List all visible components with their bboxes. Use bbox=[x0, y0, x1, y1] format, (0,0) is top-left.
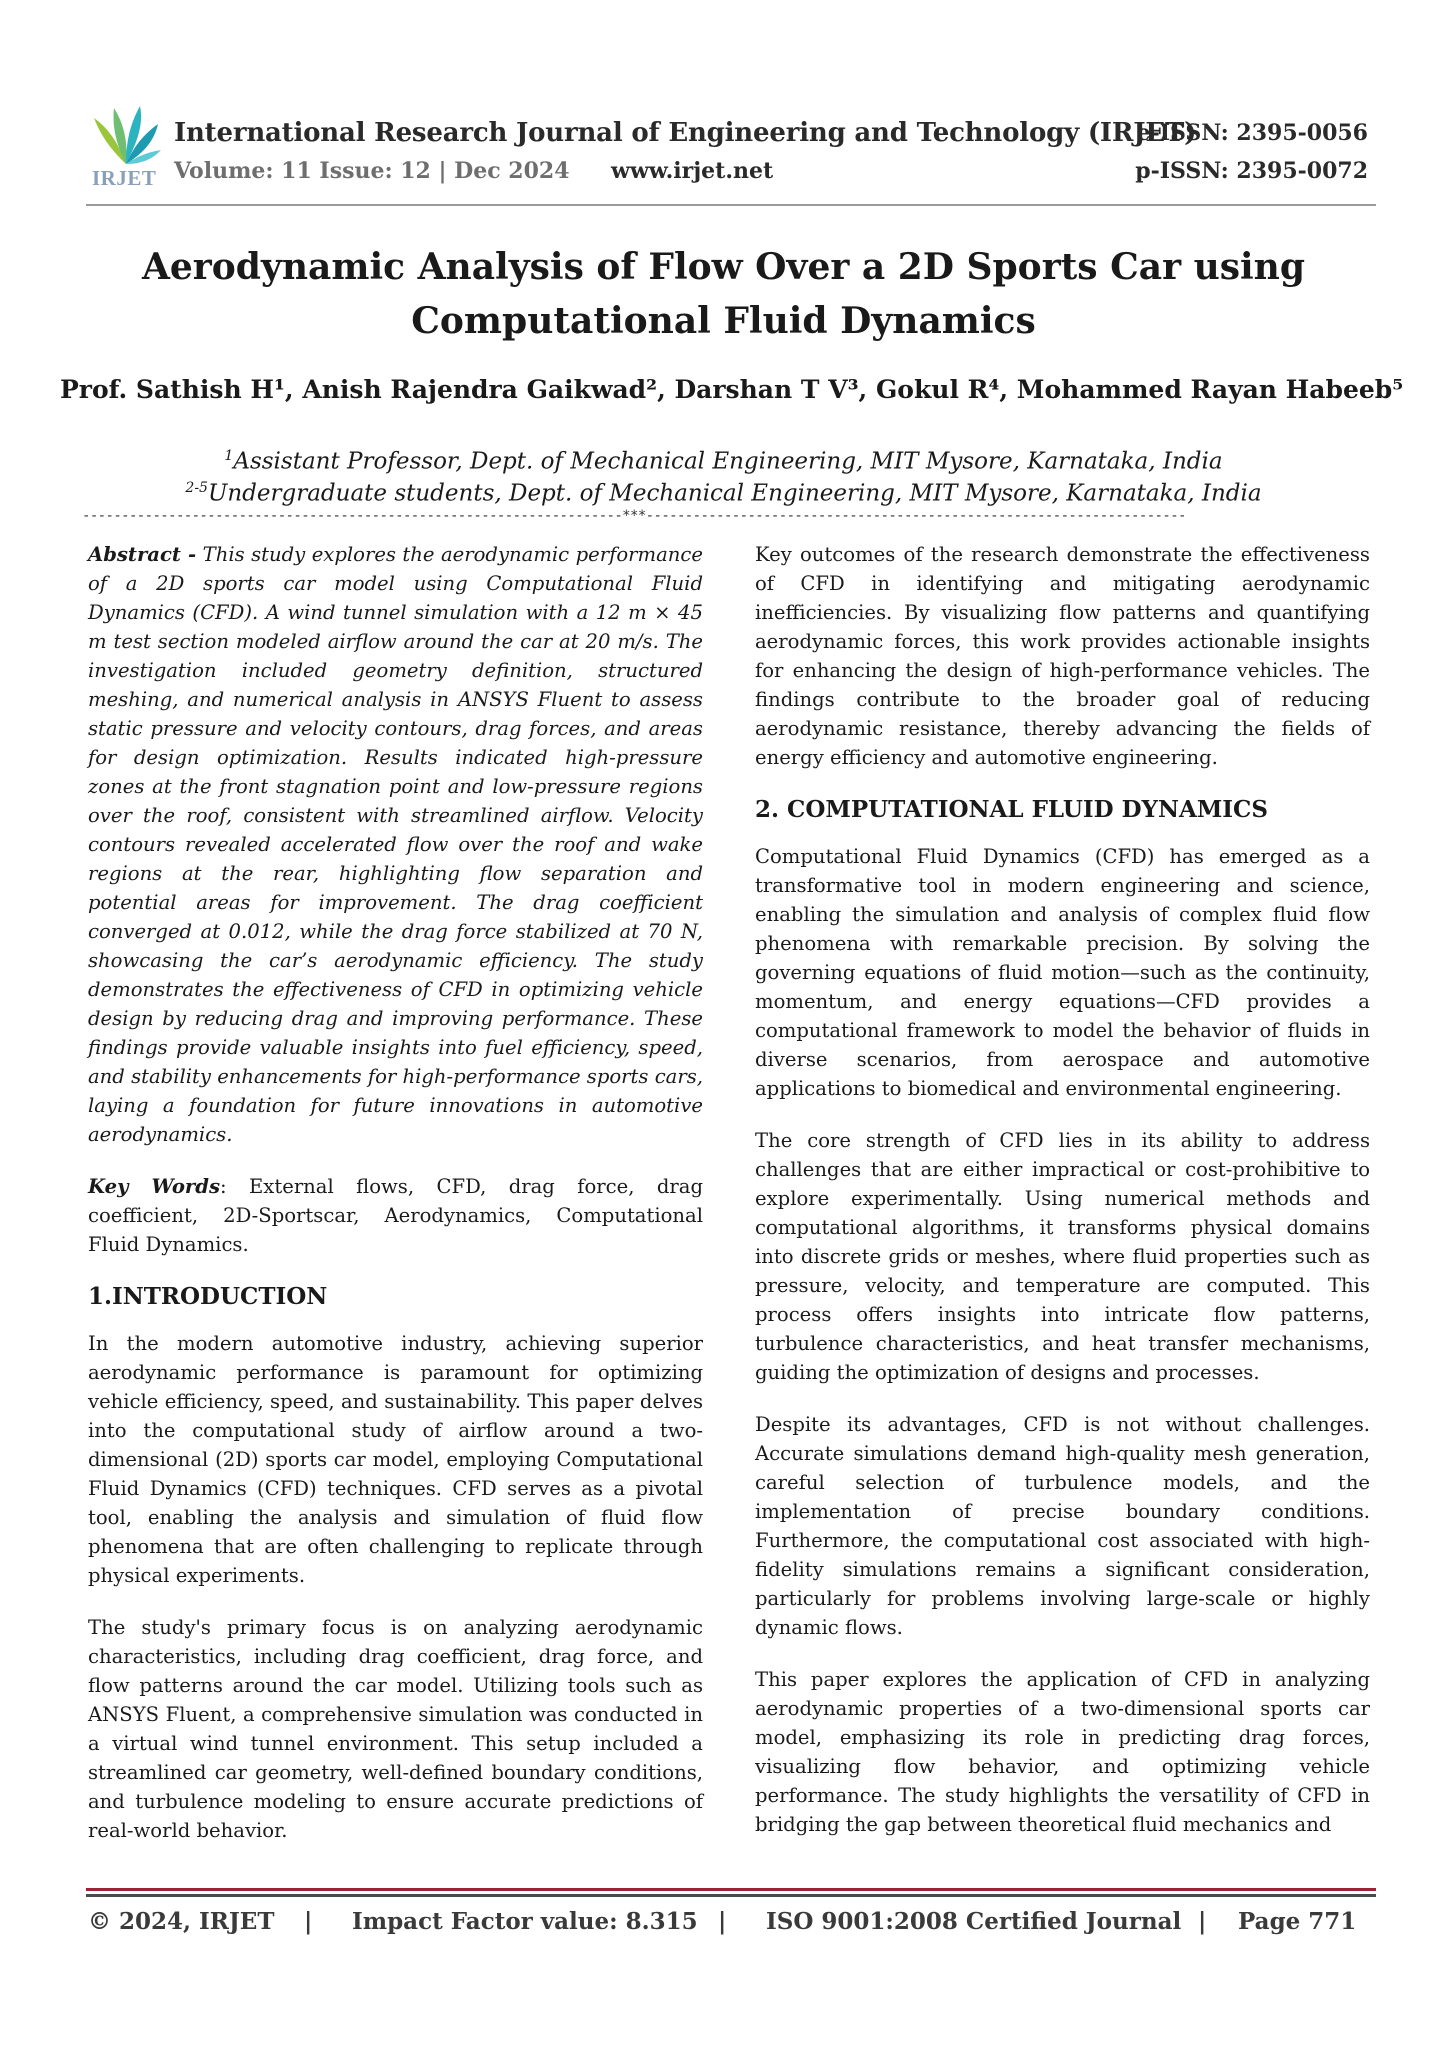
intro-paragraph-1: In the modern automotive industry, achieving superior aerodynamic performance is paramount for optimizing vehicle efficiency, speed, and sustainability. This paper delves into the computational study of airflow around a two-dimensional (2D) sports car model, employing Computational Fluid Dynamics (CFD) techniques. CFD serves as a pivotal tool, enabling the analysis and simulation of fluid flow phenomena that are often challenging to replicate through physical experiments. bbox=[88, 1332, 703, 1587]
cfd-paragraph-1: Computational Fluid Dynamics (CFD) has emerged as a transformative tool in modern engineering and science, enabling the simulation and analysis of complex fluid flow phenomena with remarkable precision. By solving the governing equations of fluid motion—such as the continuity, momentum, and energy equations—CFD provides a computational framework to model the behavior of fluids in diverse scenarios, from aerospace and automotive applications to biomedical and environmental engineering. bbox=[755, 845, 1370, 1100]
footer-rule-dark bbox=[86, 1894, 1376, 1897]
affiliation-2-marker: 2-5 bbox=[185, 480, 208, 496]
header-divider bbox=[86, 204, 1376, 206]
cfd-paragraph-2: The core strength of CFD lies in its ability to address challenges that are either impractical or cost-prohibitive to explore experimentally. Using numerical methods and computational algorithms, it transforms physical domains into discrete grids or meshes, where fluid properties such as pressure, velocity, and temperature are computed. This process offers insights into intricate flow patterns, turbulence characteristics, and heat transfer mechanisms, guiding the optimization of designs and processes. bbox=[755, 1129, 1370, 1384]
paper-title-line-1: Aerodynamic Analysis of Flow Over a 2D Sports Car using bbox=[141, 246, 1306, 288]
right-column bbox=[755, 540, 1370, 1862]
footer-iso: ISO 9001:2008 Certified Journal bbox=[766, 1908, 1182, 1935]
affiliation-2 bbox=[60, 480, 1387, 507]
keywords-text: : External flows, CFD, drag force, drag coefficient, 2D-Sportscar, Aerodynamics, Computational Fluid Dynamics. bbox=[88, 1175, 703, 1256]
logo-wordmark: IRJET bbox=[92, 166, 157, 190]
affiliation-1 bbox=[60, 448, 1387, 475]
footer-separator: | bbox=[1198, 1908, 1207, 1935]
paper-title bbox=[120, 240, 1327, 348]
section-separator: ---------------------------------------------------------------------***--------------------------------------------------------------------- bbox=[82, 508, 1186, 524]
footer-separator: | bbox=[718, 1908, 727, 1935]
journal-title: International Research Journal of Engineering and Technology (IRJET) bbox=[174, 118, 1197, 148]
section-heading-introduction: 1.INTRODUCTION bbox=[88, 1283, 328, 1310]
journal-header bbox=[86, 100, 1376, 205]
left-column bbox=[88, 540, 703, 1868]
footer-copyright: © 2024, IRJET bbox=[88, 1908, 275, 1935]
abstract-label: Abstract - bbox=[88, 543, 197, 566]
intro-paragraph-2: The study's primary focus is on analyzing aerodynamic characteristics, including drag coefficient, drag force, and flow patterns around the car model. Utilizing tools such as ANSYS Fluent, a comprehensive simulation was conducted in a virtual wind tunnel environment. This setup included a streamlined car geometry, well-defined boundary conditions, and turbulence modeling to ensure accurate predictions of real-world behavior. bbox=[88, 1616, 703, 1842]
abstract-text: This study explores the aerodynamic performance of a 2D sports car model using Computational Fluid Dynamics (CFD). A wind tunnel simulation with a 12 m × 45 m test section modeled airflow around the car at 20 m/s. The investigation included geometry definition, structured meshing, and numerical analysis in ANSYS Fluent to assess static pressure and velocity contours, drag forces, and areas for design optimization. Results indicated high-pressure zones at the front stagnation point and low-pressure regions over the roof, consistent with streamlined airflow. Velocity contours revealed accelerated flow over the roof and wake regions at the rear, highlighting flow separation and potential areas for improvement. The drag coefficient converged at 0.012, while the drag force stabilized at 70 N, showcasing the car’s aerodynamic efficiency. The study demonstrates the effectiveness of CFD in optimizing vehicle design by reducing drag and improving performance. These findings provide valuable insights into fuel efficiency, speed, and stability enhancements for high-performance sports cars, laying a foundation for future innovations in automotive aerodynamics. bbox=[88, 543, 703, 1146]
author-list: Prof. Sathish H¹, Anish Rajendra Gaikwad², Darshan T V³, Gokul R⁴, Mohammed Rayan Habeeb⁵ bbox=[60, 375, 1404, 404]
footer-rule-red bbox=[86, 1888, 1376, 1891]
section-heading-cfd: 2. COMPUTATIONAL FLUID DYNAMICS bbox=[755, 796, 1268, 823]
footer-separator: | bbox=[304, 1908, 313, 1935]
p-issn: p-ISSN: 2395-0072 bbox=[1135, 158, 1368, 184]
paper-title-line-2: Computational Fluid Dynamics bbox=[411, 300, 1036, 342]
journal-url[interactable]: www.irjet.net bbox=[611, 158, 774, 184]
cfd-paragraph-3: Despite its advantages, CFD is not without challenges. Accurate simulations demand high-quality mesh generation, careful selection of turbulence models, and the implementation of precise boundary conditions. Furthermore, the computational cost associated with high-fidelity simulations remains a significant consideration, particularly for problems involving large-scale or highly dynamic flows. bbox=[755, 1413, 1370, 1639]
e-issn: e-ISSN: 2395-0056 bbox=[1136, 120, 1368, 146]
affiliation-1-text: Assistant Professor, Dept. of Mechanical Engineering, MIT Mysore, Karnataka, India bbox=[233, 448, 1223, 475]
keywords bbox=[88, 1172, 703, 1259]
footer-impact-factor: Impact Factor value: 8.315 bbox=[352, 1908, 698, 1935]
affiliation-2-text: Undergraduate students, Dept. of Mechanical Engineering, MIT Mysore, Karnataka, India bbox=[207, 480, 1262, 507]
affiliation-1-marker: 1 bbox=[224, 448, 234, 464]
page-footer bbox=[86, 1908, 1376, 1940]
abstract bbox=[88, 540, 703, 1149]
cfd-paragraph-4: This paper explores the application of CFD in analyzing aerodynamic properties of a two-dimensional sports car model, emphasizing its role in predicting drag forces, visualizing flow behavior, and optimizing vehicle performance. The study highlights the versatility of CFD in bridging the gap between theoretical fluid mechanics and bbox=[755, 1668, 1370, 1836]
irjet-logo bbox=[86, 104, 166, 196]
logo-leaves-icon bbox=[90, 104, 162, 166]
keywords-label: Key Words bbox=[88, 1175, 220, 1198]
intro-paragraph-3: Key outcomes of the research demonstrate the effectiveness of CFD in identifying and mitigating aerodynamic inefficiencies. By visualizing flow patterns and quantifying aerodynamic forces, this work provides actionable insights for enhancing the design of high-performance vehicles. The findings contribute to the broader goal of reducing aerodynamic resistance, thereby advancing the fields of energy efficiency and automotive engineering. bbox=[755, 543, 1370, 769]
footer-page-number: Page 771 bbox=[1238, 1908, 1357, 1935]
issue-info: Volume: 11 Issue: 12 | Dec 2024 bbox=[174, 158, 570, 184]
